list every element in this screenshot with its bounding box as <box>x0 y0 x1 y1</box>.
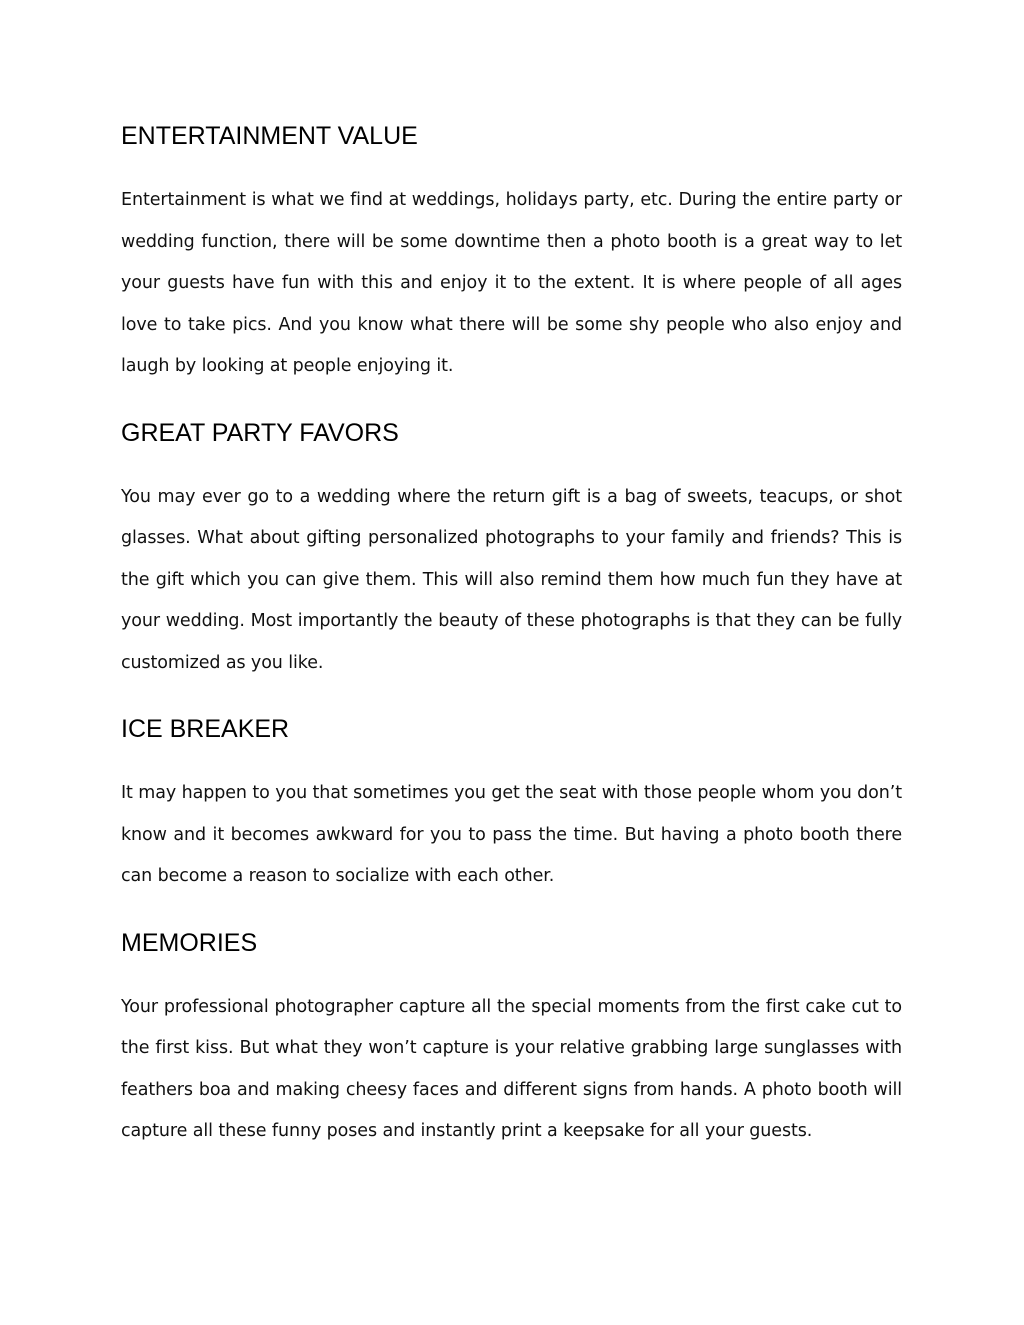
section-heading: MEMORIES <box>121 928 258 957</box>
section-great-party-favors <box>121 418 902 685</box>
section-paragraph: Your professional photographer capture all the special moments from the first cake cut to the first kiss. But what they won’t capture is your relative grabbing large sunglasses with feathers boa and making cheesy faces and different signs from hands. A photo booth will capture all these funny poses and instantly print a keepsake for all your guests. <box>121 996 902 1141</box>
section-paragraph: It may happen to you that sometimes you get the seat with those people whom you don’t know and it becomes awkward for you to pass the time. But having a photo booth there can become a reason to socialize with each other. <box>121 783 902 886</box>
section-entertainment-value <box>121 121 902 388</box>
section-paragraph: Entertainment is what we find at weddings, holidays party, etc. During the entire party or wedding function, there will be some downtime then a photo booth is a great way to let your guests have fun with this and enjoy it to the extent. It is where people of all ages love to take pics. And you know what there will be some shy people who also enjoy and laugh by looking at people enjoying it. <box>121 190 902 376</box>
section-heading: GREAT PARTY FAVORS <box>121 418 399 447</box>
document-content <box>121 121 902 1153</box>
section-paragraph: You may ever go to a wedding where the return gift is a bag of sweets, teacups, or shot glasses. What about gifting personalized photographs to your family and friends? This is the gift which you can give them. This will also remind them how much fun they have at your wedding. Most importantly the beauty of these photographs is that they can be fully customized as you like. <box>121 486 902 673</box>
section-heading: ENTERTAINMENT VALUE <box>121 122 418 150</box>
section-heading: ICE BREAKER <box>121 715 290 743</box>
section-memories <box>121 928 902 1153</box>
section-ice-breaker <box>121 714 902 898</box>
